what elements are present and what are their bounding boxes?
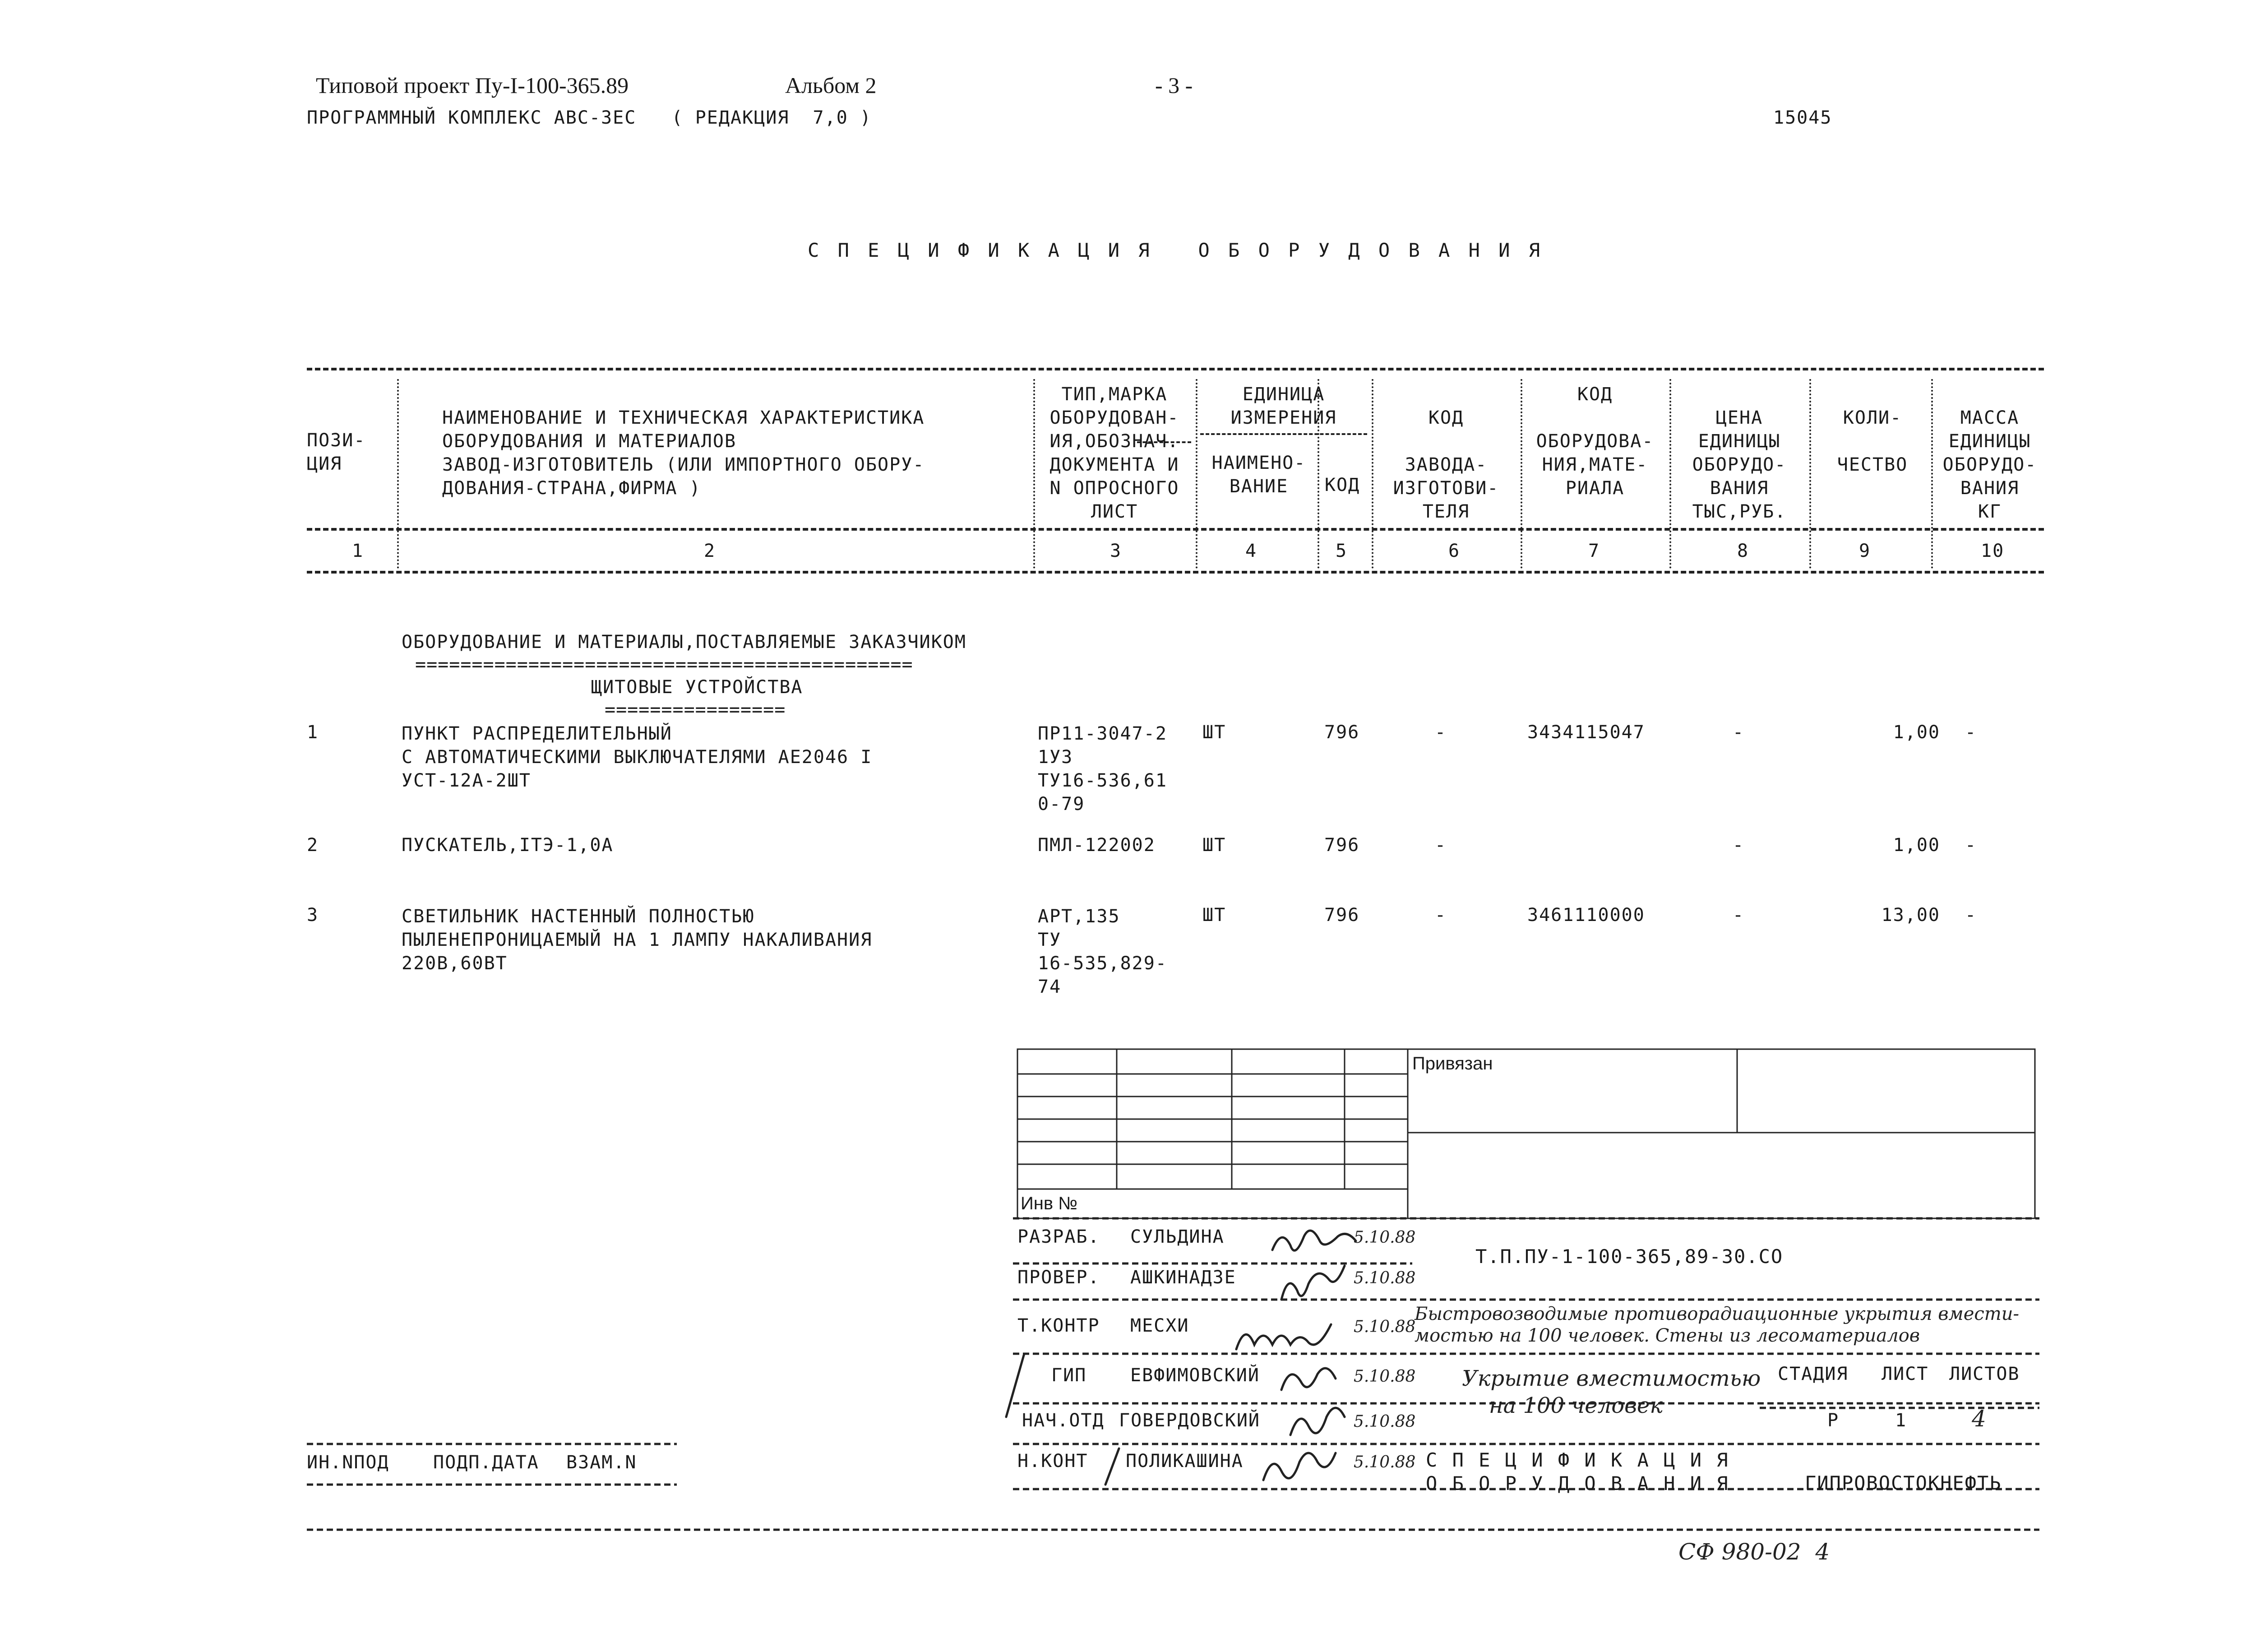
row2-pos: 2 [307, 835, 319, 856]
row1-price: - [1733, 722, 1745, 743]
name-gip: ЕВФИМОВСКИЙ [1130, 1365, 1260, 1386]
row1-mfr-code: - [1435, 722, 1447, 743]
project-line: Типовой проект Пу-I-100-365.89 [316, 73, 629, 98]
colnum-5: 5 [1336, 541, 1348, 561]
colnum-2: 2 [704, 541, 716, 561]
row3-equip-code: 3461110000 [1527, 905, 1645, 925]
row3-pos: 3 [307, 905, 319, 925]
left-stamp-invnpod: ИН.NПОД [307, 1452, 389, 1473]
role-razrab: РАЗРАБ. [1017, 1226, 1100, 1247]
page-number: - 3 - [1155, 73, 1193, 98]
name-nachotd: ГОВЕРДОВСКИЙ [1119, 1410, 1260, 1431]
row1-qty: 1,00 [1893, 722, 1940, 743]
col3-header: ТИП,МАРКА ОБОРУДОВАН- ИЯ,ОБОЗНАЧ. ДОКУМЕНТА И N ОПРОСНОГО ЛИСТ [1049, 384, 1179, 522]
row1-unit: ШТ [1202, 722, 1226, 743]
col2-header: НАИМЕНОВАНИЕ И ТЕХНИЧЕСКАЯ ХАРАКТЕРИСТИКА ОБОРУДОВАНИЯ И МАТЕРИАЛОВ ЗАВОД-ИЗГОТОВИТЕЛЬ (ИЛИ ИМПОРТНОГО ОБОРУ- ДОВАНИЯ-СТРАНА,ФИРМА ) [442, 407, 925, 499]
row1-pos: 1 [307, 722, 319, 743]
signature-prover [1281, 1266, 1345, 1300]
col8-header: ЦЕНА ЕДИНИЦЫ ОБОРУДО- ВАНИЯ ТЫС,РУБ. [1692, 407, 1787, 522]
col6-header: КОД ЗАВОДА- ИЗГОТОВИ- ТЕЛЯ [1393, 407, 1499, 522]
col4-header: НАИМЕНО- ВАНИЕ [1211, 453, 1306, 497]
date-prover: 5.10.88 [1354, 1269, 1416, 1287]
org-name: ГИПРОВОСТОКНЕФТЬ [1805, 1472, 2002, 1494]
date-nkont: 5.10.88 [1354, 1453, 1416, 1472]
sheet-value: 1 [1895, 1410, 1907, 1431]
doc-code: Т.П.ПУ-1-100-365,89-30.СО [1475, 1245, 1784, 1268]
row3-mass: - [1965, 905, 1977, 925]
name-nkont: ПОЛИКАШИНА [1126, 1451, 1244, 1472]
nkont-slash-mark [1105, 1448, 1119, 1485]
row1-type: ПР11-3047-2 1У3 ТУ16-536,61 0-79 [1038, 723, 1167, 814]
role-tkontr: Т.КОНТР [1017, 1315, 1100, 1336]
subsection-title: ЩИТОВЫЕ УСТРОЙСТВА [591, 677, 803, 698]
stamp-object: Укрытие вместимостью на 100 человек [1462, 1366, 1761, 1418]
row3-name: СВЕТИЛЬНИК НАСТЕННЫЙ ПОЛНОСТЬЮ ПЫЛЕНЕПРОНИЦАЕМЫЙ НА 1 ЛАМПУ НАКАЛИВАНИЯ 220В,60ВТ [402, 906, 873, 974]
role-nachotd: НАЧ.ОТД [1022, 1410, 1105, 1431]
colnum-10: 10 [1981, 541, 2005, 561]
row3-type: АРТ,135 ТУ 16-535,829- 74 [1038, 906, 1167, 997]
sheets-label: ЛИСТОВ [1949, 1364, 2020, 1384]
colnum-7: 7 [1588, 541, 1600, 561]
gip-slash-mark [1006, 1354, 1024, 1417]
row3-unit-code: 796 [1324, 905, 1360, 925]
row3-unit: ШТ [1202, 905, 1226, 925]
date-tkontr: 5.10.88 [1354, 1318, 1416, 1336]
doc-number: 15045 [1773, 107, 1832, 128]
role-prover: ПРОВЕР. [1017, 1267, 1100, 1288]
name-tkontr: МЕСХИ [1130, 1315, 1189, 1336]
signature-tkontr [1236, 1324, 1331, 1349]
software-line: ПРОГРАММНЫЙ КОМПЛЕКС АВС-3ЕС ( РЕДАКЦИЯ 7,0 ) [307, 107, 872, 128]
page-title: С П Е Ц И Ф И К А Ц И Я О Б О Р У Д О В А Н И Я [808, 239, 1544, 261]
colnum-3: 3 [1110, 541, 1122, 561]
left-stamp-vzamn: ВЗАМ.N [566, 1452, 637, 1473]
row1-unit-code: 796 [1324, 722, 1360, 743]
col1-header: ПОЗИ- ЦИЯ [307, 430, 366, 474]
row2-type: ПМЛ-122002 [1038, 835, 1156, 856]
row2-unit-code: 796 [1324, 835, 1360, 856]
role-gip: ГИП [1051, 1365, 1087, 1386]
section-title: ОБОРУДОВАНИЕ И МАТЕРИАЛЫ,ПОСТАВЛЯЕМЫЕ ЗАКАЗЧИКОМ [402, 632, 966, 652]
signature-nachotd [1290, 1408, 1345, 1435]
stamp-doc-title: С П Е Ц И Ф И К А Ц И Я О Б О Р У Д О В А Н И Я [1426, 1449, 1730, 1495]
colnum-6: 6 [1448, 541, 1461, 561]
left-stamp-podpdata: ПОДП.ДАТА [433, 1452, 539, 1473]
inv-no-label: Инв № [1021, 1194, 1078, 1213]
stamp-description: Быстровозводимые противорадиационные укрытия вмести- мостью на 100 человек. Стены из лесоматериалов [1415, 1304, 2019, 1346]
subsection-underline: ================ [605, 699, 786, 720]
colnum-8: 8 [1737, 541, 1749, 561]
sheet-label: ЛИСТ [1882, 1364, 1929, 1384]
row1-mass: - [1965, 722, 1977, 743]
row2-mfr-code: - [1435, 835, 1447, 856]
album-label: Альбом 2 [785, 73, 877, 98]
role-nkont: Н.КОНТ [1017, 1451, 1088, 1472]
row2-qty: 1,00 [1893, 835, 1940, 856]
date-razrab: 5.10.88 [1354, 1228, 1416, 1247]
row3-qty: 13,00 [1881, 905, 1940, 925]
row2-unit: ШТ [1202, 835, 1226, 856]
unit-header: ЕДИНИЦА ИЗМЕРЕНИЯ [1230, 384, 1337, 428]
colnum-9: 9 [1859, 541, 1871, 561]
signature-gip [1281, 1368, 1336, 1390]
row3-price: - [1733, 905, 1745, 925]
colnum-4: 4 [1245, 541, 1257, 561]
sheets-value: 4 [1972, 1406, 1986, 1432]
col7-header: КОД ОБОРУДОВА- НИЯ,МАТЕ- РИАЛА [1536, 384, 1654, 499]
signature-razrab [1272, 1231, 1356, 1250]
handwritten-footer: СФ 980-02 4 [1678, 1539, 1830, 1565]
row1-equip-code: 3434115047 [1527, 722, 1645, 743]
stage-label: СТАДИЯ [1778, 1364, 1849, 1384]
stage-value: Р [1827, 1410, 1840, 1431]
col10-header: МАССА ЕДИНИЦЫ ОБОРУДО- ВАНИЯ КГ [1942, 407, 2037, 522]
row2-price: - [1733, 835, 1745, 856]
signature-nkont [1263, 1453, 1336, 1480]
colnum-1: 1 [352, 541, 364, 561]
date-gip: 5.10.88 [1354, 1367, 1416, 1386]
col5-header: КОД [1324, 475, 1360, 495]
section-underline: ============================================ [415, 654, 913, 675]
date-nachotd: 5.10.88 [1354, 1412, 1416, 1431]
row2-mass: - [1965, 835, 1977, 856]
col9-header: КОЛИ- ЧЕСТВО [1837, 407, 1908, 475]
name-prover: АШКИНАДЗЕ [1130, 1267, 1236, 1288]
row1-name: ПУНКТ РАСПРЕДЕЛИТЕЛЬНЫЙ С АВТОМАТИЧЕСКИМИ ВЫКЛЮЧАТЕЛЯМИ АЕ2046 I УСТ-12А-2ШТ [402, 723, 873, 791]
row2-name: ПУСКАТЕЛЬ,IТЭ-1,0А [402, 835, 614, 856]
row3-mfr-code: - [1435, 905, 1447, 925]
privyazan-label: Привязан [1412, 1054, 1493, 1074]
name-razrab: СУЛЬДИНА [1130, 1226, 1225, 1247]
